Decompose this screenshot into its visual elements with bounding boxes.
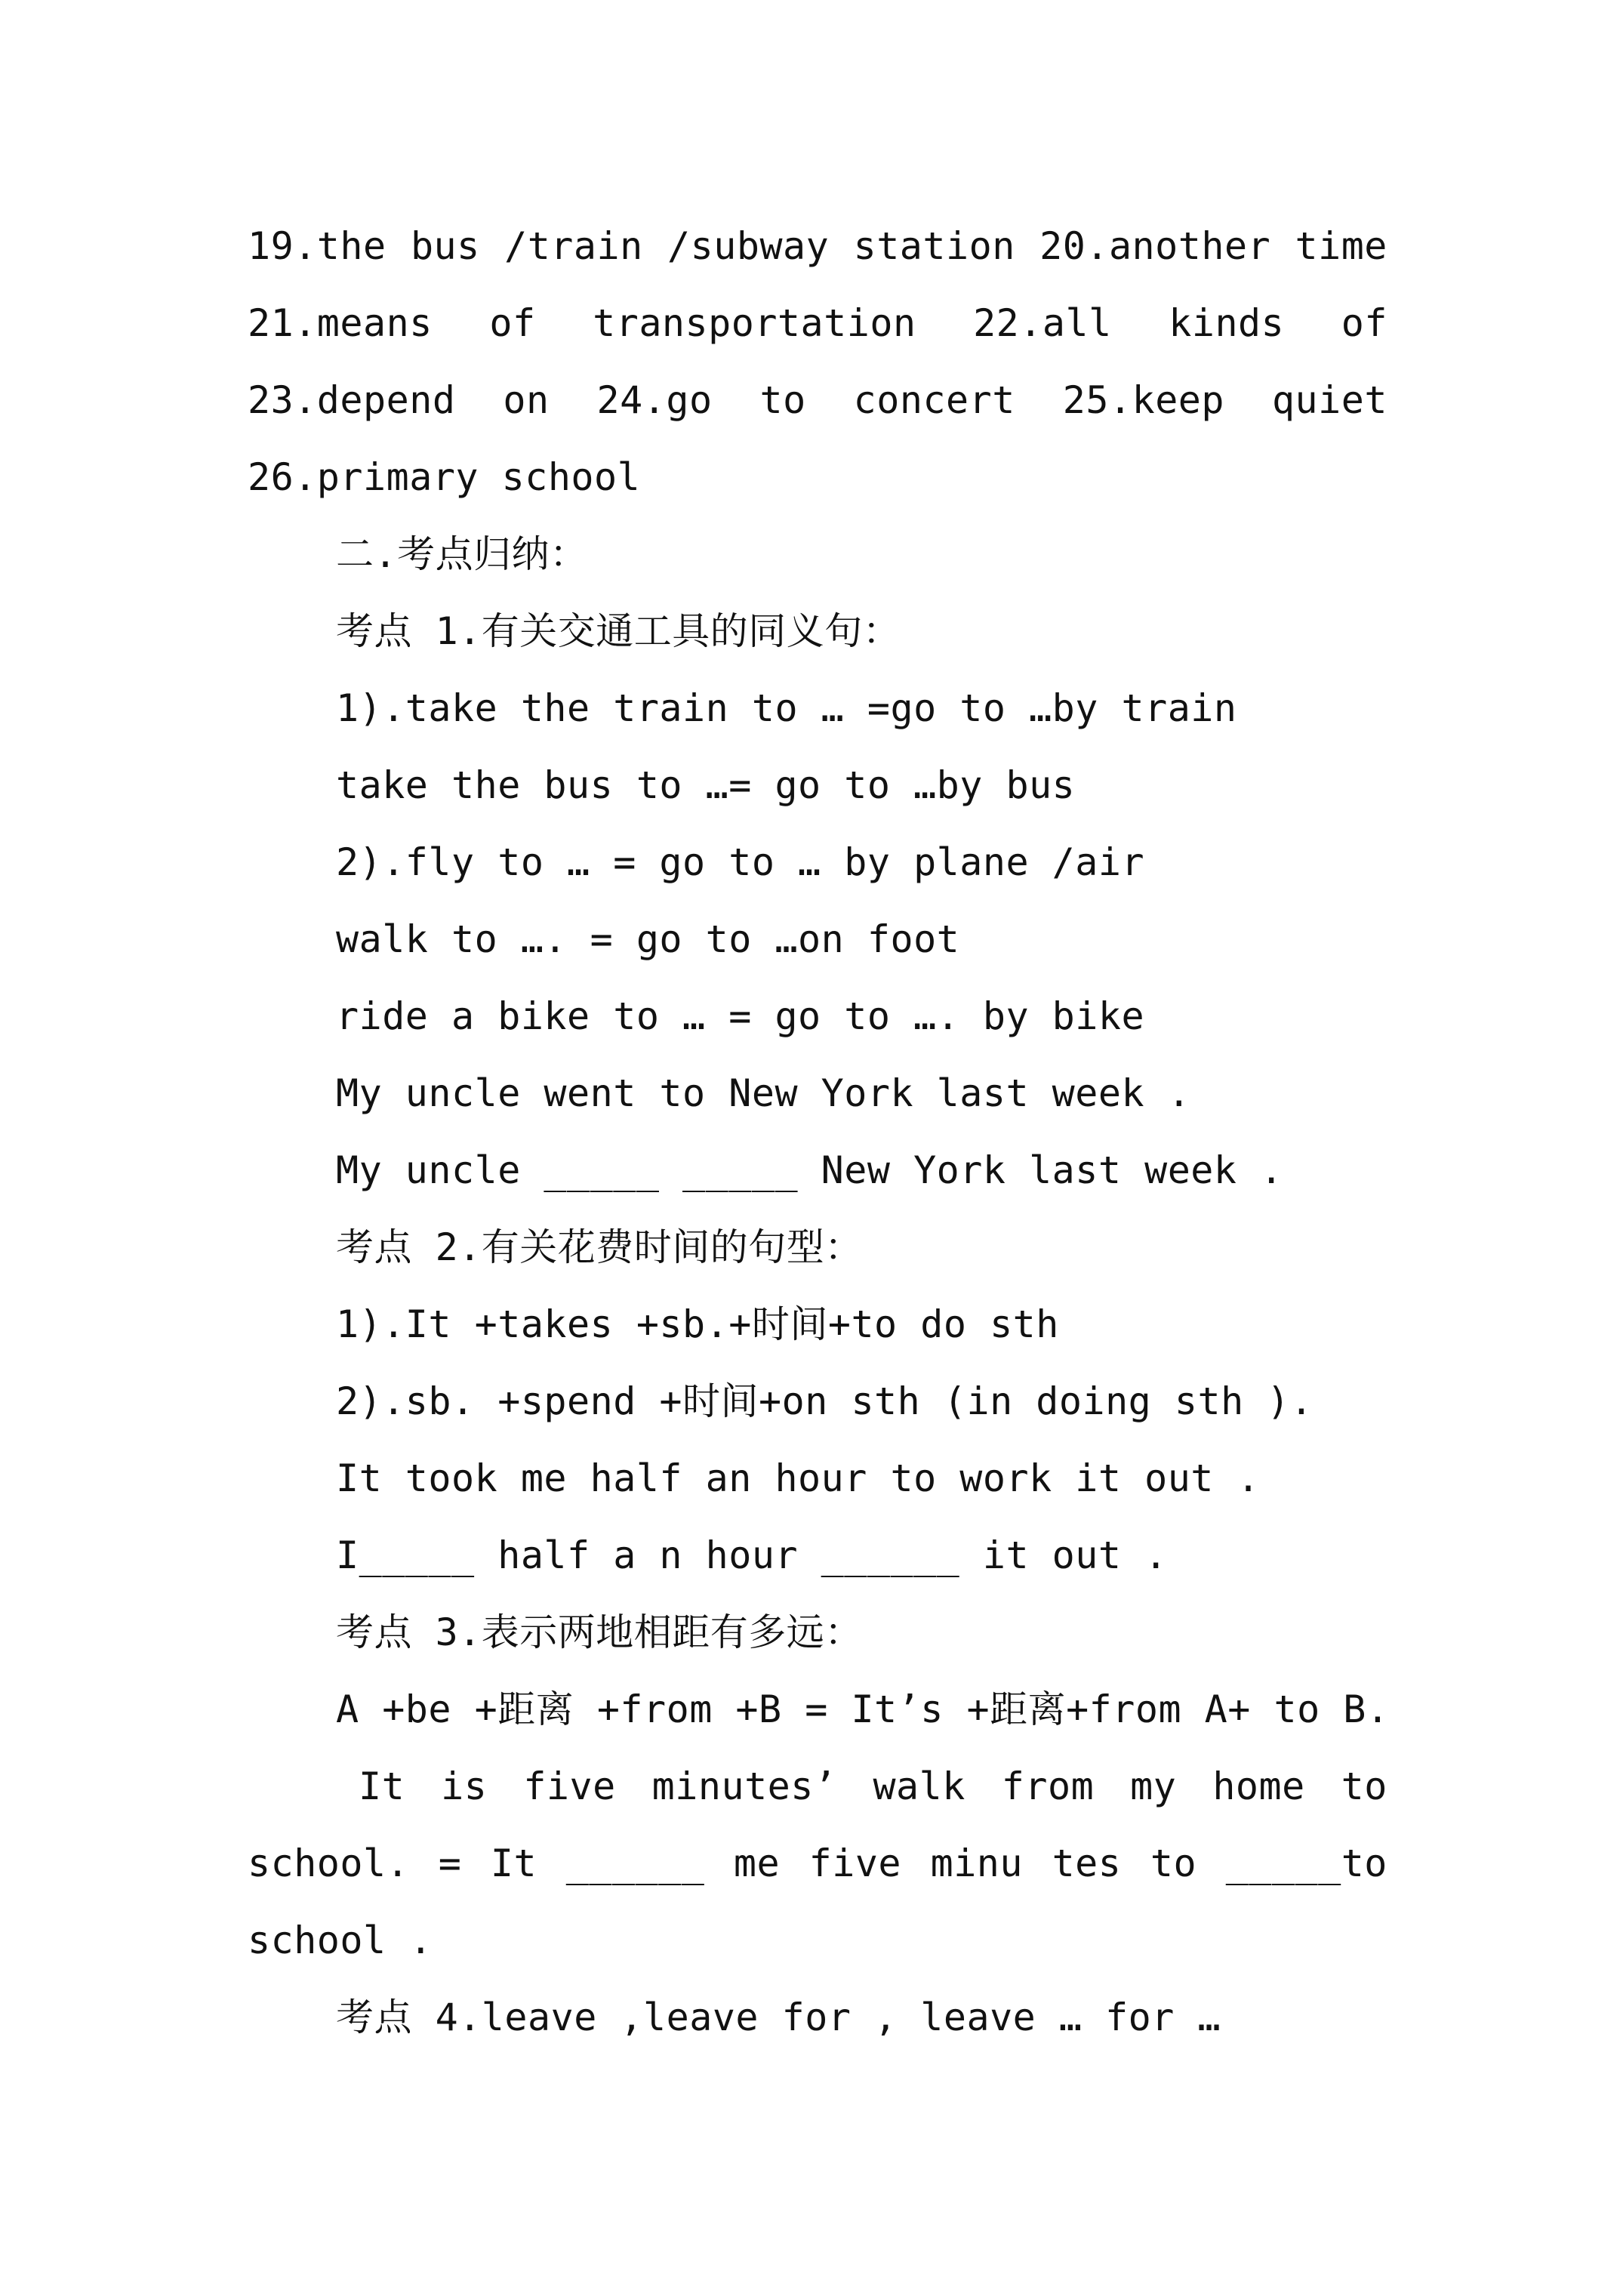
point-1-line: walk to …. = go to …on foot bbox=[336, 917, 960, 961]
example-word: minu bbox=[930, 1841, 1024, 1885]
example-word: = bbox=[438, 1841, 462, 1885]
section-title: 二.考点归纳： bbox=[336, 532, 588, 576]
vocab-word: quiet bbox=[1271, 378, 1387, 422]
point-1-line: take the bus to …= go to …by bus bbox=[336, 763, 1076, 807]
vocab-word: 20.another bbox=[1039, 224, 1271, 268]
vocab-row-1 bbox=[248, 223, 1387, 269]
vocab-word: 22.all bbox=[973, 301, 1112, 345]
example-word: ______ bbox=[565, 1841, 705, 1885]
example-word: from bbox=[1001, 1764, 1095, 1808]
point-3-example-line-2 bbox=[248, 1841, 1387, 1886]
example-word: tes bbox=[1052, 1841, 1122, 1885]
vocab-word: /subway bbox=[667, 224, 830, 268]
vocab-word: concert bbox=[853, 378, 1015, 422]
point-1-line: ride a bike to … = go to …. by bike bbox=[336, 994, 1145, 1038]
vocab-word: 24.go bbox=[596, 378, 713, 422]
vocab-word: station bbox=[853, 224, 1015, 268]
example-word: is bbox=[441, 1764, 488, 1808]
point-2-example: It took me half an hour to work it out . bbox=[336, 1456, 1261, 1500]
example-word: school. bbox=[248, 1841, 410, 1885]
point-1-line: 1).take the train to … =go to …by train bbox=[336, 686, 1237, 730]
example-word: five bbox=[808, 1841, 902, 1885]
point-1-exercise: My uncle _____ _____ New York last week . bbox=[336, 1148, 1283, 1192]
vocab-word: transportation bbox=[593, 301, 916, 345]
example-word: my bbox=[1130, 1764, 1177, 1808]
point-3-title: 考点 3.表示两地相距有多远： bbox=[336, 1610, 863, 1654]
example-word: me bbox=[733, 1841, 781, 1885]
vocab-word: time bbox=[1295, 224, 1387, 268]
vocab-row-4: 26.primary school bbox=[248, 455, 641, 499]
example-word: It bbox=[359, 1764, 405, 1808]
point-1-example: My uncle went to New York last week . bbox=[336, 1071, 1191, 1115]
example-word: walk bbox=[873, 1764, 965, 1808]
vocab-word: of bbox=[1341, 301, 1387, 345]
vocab-word: kinds bbox=[1169, 301, 1285, 345]
vocab-word: to bbox=[759, 378, 806, 422]
vocab-word: 21.means bbox=[248, 301, 433, 345]
vocab-word: 23.depend bbox=[248, 378, 456, 422]
vocab-word: on bbox=[503, 378, 550, 422]
point-2-title: 考点 2.有关花费时间的句型： bbox=[336, 1225, 863, 1269]
example-word: home bbox=[1212, 1764, 1305, 1808]
point-3-example-line-3: school . bbox=[248, 1918, 433, 1962]
vocab-word: 19.the bbox=[248, 224, 387, 268]
vocab-row-3 bbox=[248, 378, 1387, 423]
vocab-word: /train bbox=[504, 224, 643, 268]
example-word: It bbox=[490, 1841, 537, 1885]
vocab-word: 25.keep bbox=[1062, 378, 1225, 422]
vocab-word: of bbox=[489, 301, 536, 345]
example-word: to bbox=[1341, 1764, 1387, 1808]
point-4-title: 考点 4.leave ,leave for , leave … for … bbox=[336, 1996, 1221, 2039]
example-word: minutes’ bbox=[651, 1764, 837, 1808]
example-word: to bbox=[1150, 1841, 1197, 1885]
point-1-line: 2).fly to … = go to … by plane /air bbox=[336, 840, 1145, 884]
point-3-formula: A +be +距离 +from +B = It’s +距离+from A+ to B. bbox=[336, 1687, 1390, 1731]
vocab-word: bus bbox=[410, 224, 480, 268]
point-2-line: 1).It +takes +sb.+时间+to do sth bbox=[336, 1302, 1059, 1346]
point-3-example-line-1 bbox=[359, 1764, 1387, 1809]
point-2-exercise: I_____ half a n hour ______ it out . bbox=[336, 1533, 1168, 1577]
point-2-line: 2).sb. +spend +时间+on sth (in doing sth ). bbox=[336, 1379, 1313, 1423]
point-1-title: 考点 1.有关交通工具的同义句： bbox=[336, 609, 901, 653]
example-word: _____to bbox=[1225, 1841, 1387, 1885]
example-word: five bbox=[523, 1764, 616, 1808]
vocab-row-2 bbox=[248, 300, 1387, 346]
